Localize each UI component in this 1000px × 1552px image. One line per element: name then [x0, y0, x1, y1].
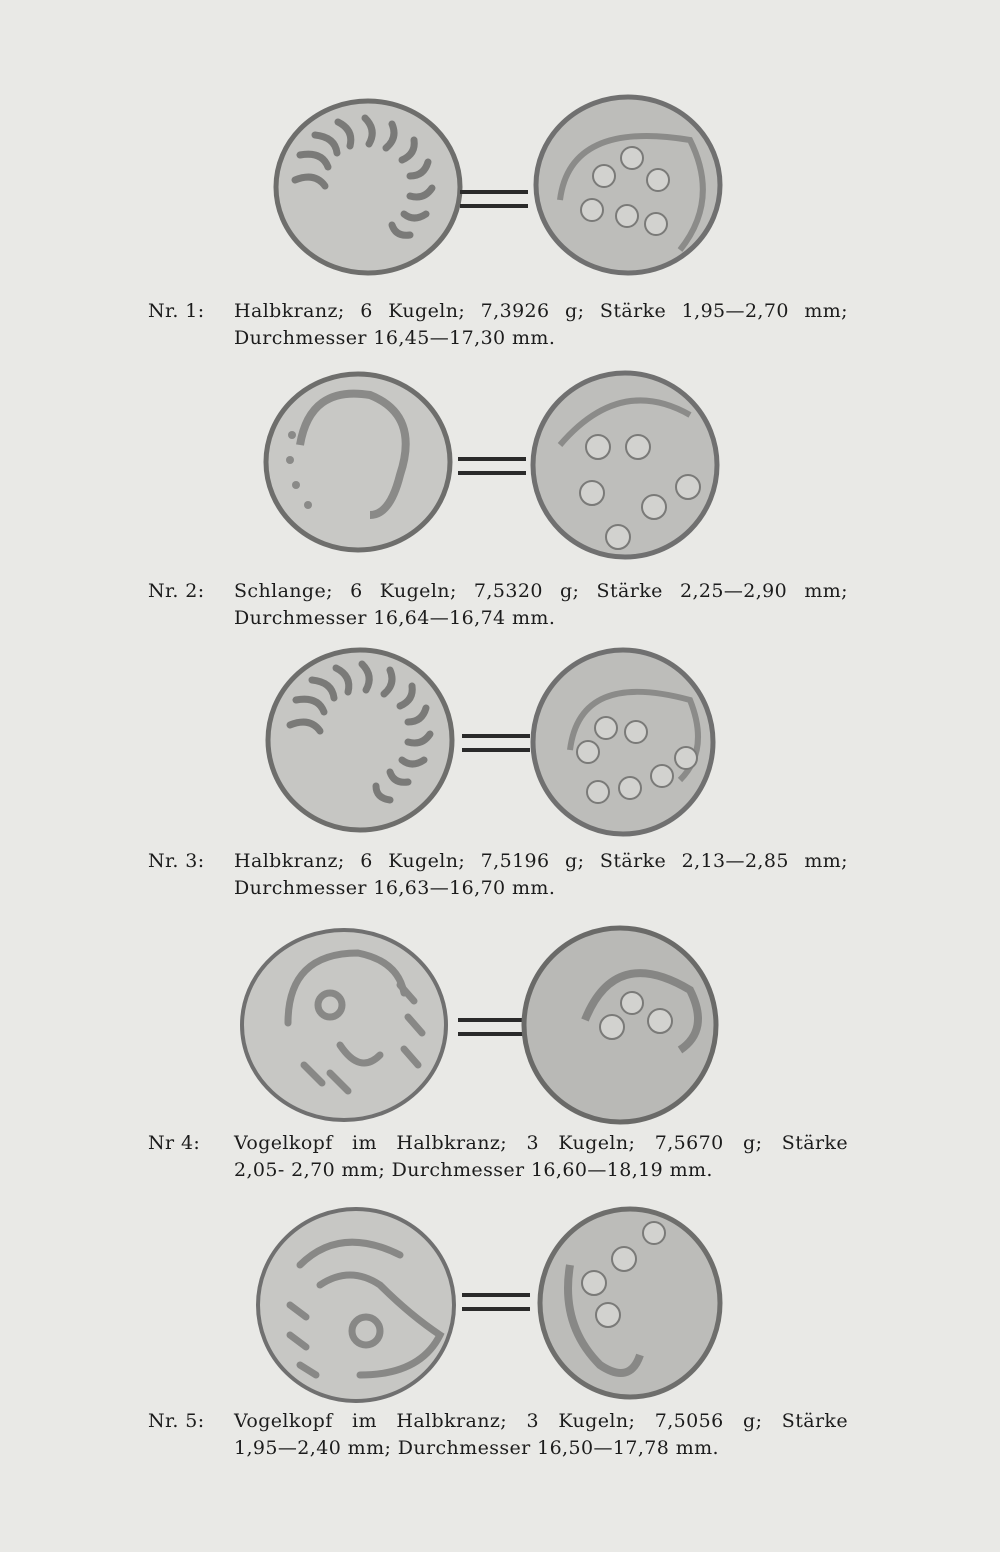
coin-reverse-3 — [533, 650, 713, 834]
entry-description: Vogelkopf im Halbkranz; 3 Kugeln; 7,5670 g; Stärke — [234, 1132, 848, 1154]
coin-plate-3 — [0, 640, 1000, 840]
entry-diameter: 1,95—2,40 mm; Durchmesser 16,50—17,78 mm. — [234, 1437, 719, 1459]
entry-diameter: Durchmesser 16,64—16,74 mm. — [234, 607, 556, 629]
entry-number: Nr. 5: — [148, 1410, 205, 1432]
coin-obverse-2 — [266, 374, 450, 550]
coin-plate-2 — [0, 365, 1000, 565]
coin-plate-5 — [0, 1205, 1000, 1405]
entry-description: Halbkranz; 6 Kugeln; 7,3926 g; Stärke 1,95—2,70 mm; — [234, 300, 848, 322]
caption-3 — [148, 848, 848, 902]
coin-pair-2 — [0, 365, 1000, 565]
coin-pair-4 — [0, 925, 1000, 1125]
entry-number: Nr 4: — [148, 1132, 201, 1154]
caption-1 — [148, 298, 848, 352]
coin-pair-3 — [0, 640, 1000, 840]
coin-pair-1 — [0, 90, 1000, 290]
entry-diameter: 2,05- 2,70 mm; Durchmesser 16,60—18,19 mm. — [234, 1159, 713, 1181]
equals-sign-4 — [458, 1018, 526, 1022]
coin-pair-5 — [0, 1205, 1000, 1405]
equals-sign-1 — [460, 190, 528, 194]
coin-plate-4 — [0, 925, 1000, 1125]
equals-sign-2 — [458, 457, 526, 461]
equals-sign-3 — [462, 734, 530, 738]
entry-number: Nr. 3: — [148, 850, 205, 872]
entry-description: Vogelkopf im Halbkranz; 3 Kugeln; 7,5056 g; Stärke — [234, 1410, 848, 1432]
entry-description: Halbkranz; 6 Kugeln; 7,5196 g; Stärke 2,13—2,85 mm; — [234, 850, 848, 872]
entry-diameter: Durchmesser 16,45—17,30 mm. — [234, 327, 556, 349]
caption-4 — [148, 1130, 848, 1184]
entry-number: Nr. 2: — [148, 580, 205, 602]
caption-5 — [148, 1408, 848, 1462]
entry-diameter: Durchmesser 16,63—16,70 mm. — [234, 877, 556, 899]
entry-description: Schlange; 6 Kugeln; 7,5320 g; Stärke 2,25—2,90 mm; — [234, 580, 848, 602]
coin-plate-1 — [0, 90, 1000, 290]
entry-number: Nr. 1: — [148, 300, 205, 322]
equals-sign-5 — [462, 1293, 530, 1297]
caption-2 — [148, 578, 848, 632]
